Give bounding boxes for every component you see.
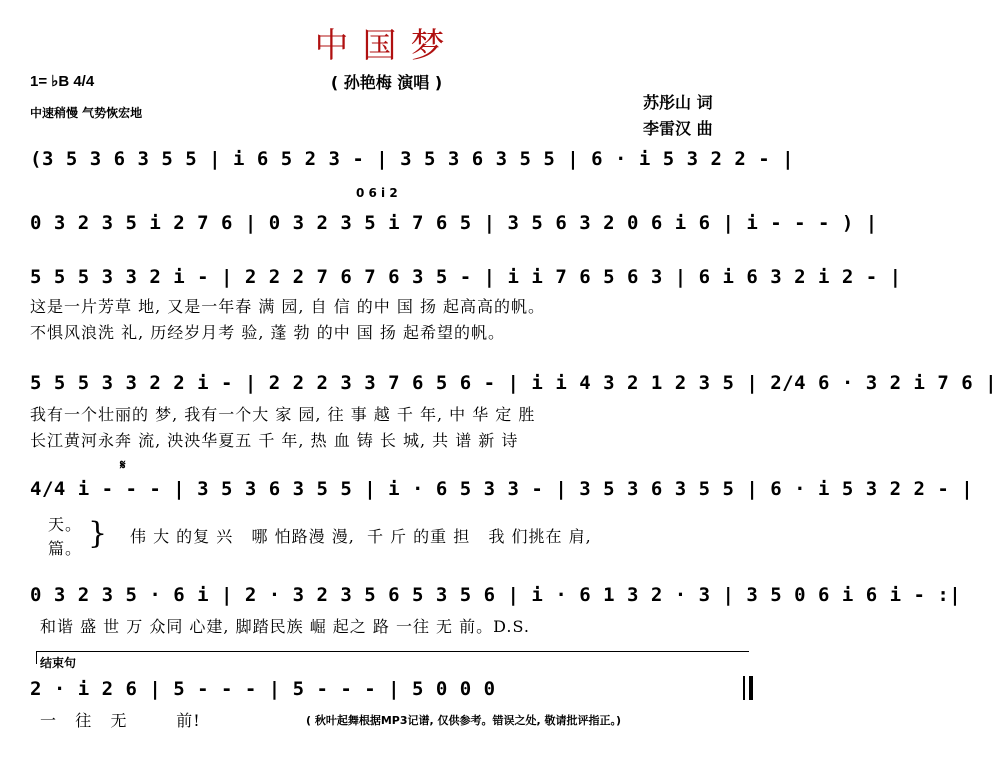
composer-credit: 李雷汉 曲 xyxy=(643,119,713,138)
lyric-row-7: 一 往 无 前! xyxy=(40,711,201,730)
lyric-row-6: 和谐 盛 世 万 众同 心建, 脚踏民族 崛 起之 路 一往 无 前。D.S. xyxy=(40,617,530,636)
score-row-6: 0 3 2 3 5 · 6 i | 2 · 3 2 3 5 6 5 3 5 6 | i · 6 1 3 2 · 3 | 3 5 0 6 i 6 i - :| xyxy=(30,584,962,606)
score-row-5: 4/4 i - - - | 3 5 3 6 3 5 5 | i · 6 5 3 3 - | 3 5 3 6 3 5 5 | 6 · i 5 3 2 2 - | xyxy=(30,478,974,500)
lyric-row-5-verse-2: 篇。 xyxy=(48,539,83,558)
score-row-2: 0 3 2 3 5 i 2 7 6 | 0 3 2 3 5 i 7 6 5 | 3 5 6 3 2 0 6 i 6 | i - - - ) | xyxy=(30,212,878,234)
lyricist-credit: 苏彤山 词 xyxy=(643,93,713,112)
lyric-row-5-verse-1: 天。 xyxy=(48,515,83,534)
lyric-row-5-chorus: 伟 大 的复 兴 哪 怕路漫 漫, 千 斤 的重 担 我 们挑在 肩, xyxy=(130,527,592,546)
ending-label: 结束句 xyxy=(40,656,77,670)
score-row-1: (3 5 3 6 3 5 5 | i 6 5 2 3 - | 3 5 3 6 3 5 5 | 6 · i 5 3 2 2 - | xyxy=(30,148,795,170)
pickup-notes: 0 6 i 2 xyxy=(356,186,398,200)
transcription-footnote: ( 秋叶起舞根据MP3记谱, 仅供参考。错误之处, 敬请批评指正。) xyxy=(306,714,622,727)
tempo-marking: 中速稍慢 气势恢宏地 xyxy=(30,106,143,120)
final-barline-thin xyxy=(743,676,745,700)
score-row-4: 5 5 5 3 3 2 2 i - | 2 2 2 3 3 7 6 5 6 - | i i 4 3 2 1 2 3 5 | 2/4 6 · 3 2 i 7 6 | xyxy=(30,372,997,394)
score-row-7: 2 · i 2 6 | 5 - - - | 5 - - - | 5 0 0 0 xyxy=(30,678,496,700)
score-row-3: 5 5 5 3 3 2 i - | 2 2 2 7 6 7 6 3 5 - | i i 7 6 5 6 3 | 6 i 6 3 2 i 2 - | xyxy=(30,266,902,288)
lyric-row-3-verse-2: 不惧风浪洗 礼, 历经岁月考 验, 蓬 勃 的中 国 扬 起希望的帆。 xyxy=(30,323,505,342)
final-barline-thick xyxy=(749,676,753,700)
lyric-row-4-verse-2: 长江黄河永奔 流, 泱泱华夏五 千 年, 热 血 铸 长 城, 共 谱 新 诗 xyxy=(30,431,519,450)
lyric-row-4-verse-1: 我有一个壮丽的 梦, 我有一个大 家 园, 往 事 越 千 年, 中 华 定 胜 xyxy=(30,405,536,424)
key-signature: 1= ♭B 4/4 xyxy=(30,73,95,90)
segno-sign: 𝄋 xyxy=(120,458,126,473)
lyric-row-3-verse-1: 这是一片芳草 地, 又是一年春 满 园, 自 信 的中 国 扬 起高高的帆。 xyxy=(30,297,546,316)
verse-brace: } xyxy=(88,516,108,551)
song-title: 中国梦 xyxy=(314,26,459,66)
performer-subtitle: ( 孙艳梅 演唱 ) xyxy=(330,73,443,92)
ending-bracket xyxy=(36,651,749,664)
